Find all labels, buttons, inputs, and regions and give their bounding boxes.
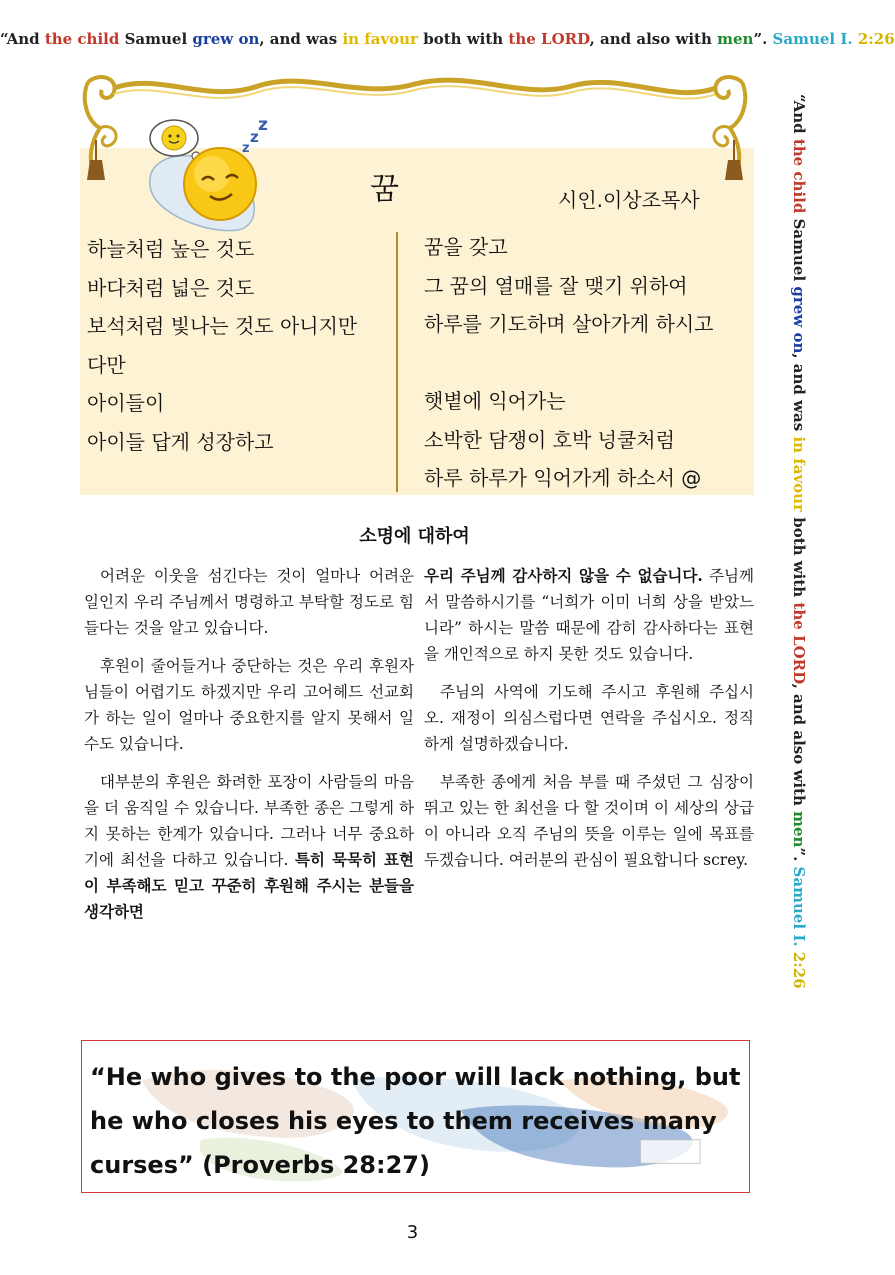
poem-author: 시인.이상조목사 xyxy=(558,188,700,212)
verse-part: the LORD xyxy=(508,30,590,48)
article-emphasis: 우리 주님께 감사하지 않을 수 없습니다. xyxy=(424,566,703,585)
verse-part: ”. xyxy=(753,30,773,48)
article-title xyxy=(0,522,825,548)
article-left-column xyxy=(84,563,414,937)
poem-line: 아이들이 xyxy=(87,391,165,415)
verse-part: “And xyxy=(0,30,45,48)
verse-part: men xyxy=(717,30,754,48)
verse-part: 2:26 xyxy=(857,30,895,48)
poem-line: 소박한 담쟁이 호박 넝쿨처럼 xyxy=(424,427,675,452)
article-paragraph: 주님의 사역에 기도해 주시고 후원해 주십시오. 재정이 의심스럽다면 연락을 주십시오. 정직하게 설명하겠습니다. xyxy=(424,683,754,753)
page-number xyxy=(0,1222,825,1243)
article-emphasis: 특히 묵묵히 표현이 부족해도 믿고 꾸준히 후원해 주시는 분들을 생각하면 xyxy=(84,850,414,921)
svg-text:z: z xyxy=(242,141,250,156)
verse-part: both with xyxy=(790,517,808,603)
poem-left-column xyxy=(87,230,357,461)
poem-divider xyxy=(396,232,398,492)
poem-line: 아이들 답게 성장하고 xyxy=(87,429,274,454)
verse-part: , and also with xyxy=(589,30,718,48)
verse-part: in favour xyxy=(790,436,808,518)
svg-text:z: z xyxy=(258,115,268,135)
poem-line: 하늘처럼 높은 것도 xyxy=(87,237,255,261)
verse-part: in favour xyxy=(342,30,424,48)
poem-line: 꿈을 갖고 xyxy=(424,235,508,259)
verse-part: grew on xyxy=(790,286,808,354)
poem-line: 그 꿈의 열매를 잘 맺기 위하여 xyxy=(424,273,688,298)
verse-part: , and was xyxy=(259,30,343,48)
poem-line: 하루를 기도하며 살아가게 하시고 xyxy=(424,312,714,336)
sleeping-sun-icon xyxy=(140,108,275,238)
verse-part: , and was xyxy=(790,353,808,437)
article-paragraph: 후원이 줄어들거나 중단하는 것은 우리 후원자님들이 어렵기도 하겠지만 우리 고어헤드 선교회가 하는 일이 얼마나 중요한지를 알지 못해서 일 수도 있습니다. xyxy=(84,657,414,753)
verse-part: Samuel xyxy=(790,218,808,287)
article-paragraph: 어려운 이웃을 섬긴다는 것이 얼마나 어려운 일인지 우리 주님께서 명령하고 부탁할 정도로 힘들다는 것을 알고 있습니다. xyxy=(84,567,414,637)
verse-part: grew on xyxy=(192,30,260,48)
article-right-column xyxy=(424,563,754,885)
poem-line: 다만 xyxy=(87,352,126,377)
article-title-text: 소명에 대하여 xyxy=(359,526,470,547)
verse-part: the LORD xyxy=(790,602,808,684)
quote-box xyxy=(81,1040,750,1193)
poem-line: 하루 하루가 익어가게 하소서 @ xyxy=(424,466,702,490)
article-text: 주님께서 말씀하시기를 “너희가 이미 너희 상을 받았느니라” 하시는 말씀 때문에 감히 감사하다는 표현을 개인적으로 하지 못한 것도 있습니다. xyxy=(424,567,754,663)
article-text: 대부분의 후원은 화려한 포장이 사람들의 마음을 더 움직일 수 있습니다. 부족한 종은 그렇게 하지 못하는 한계가 있습니다. 그러나 너무 중요하기에 최선을 다하고 있습니다. xyxy=(84,773,414,869)
poem-title: 꿈 xyxy=(370,172,399,207)
verse-part: the child xyxy=(44,30,125,48)
verse-part: Samuel xyxy=(124,30,193,48)
poem-line: 햇볕에 익어가는 xyxy=(424,389,566,413)
article-paragraph xyxy=(424,563,754,667)
verse-part: , and also with xyxy=(790,683,808,812)
verse-part: “And xyxy=(790,94,808,139)
page-number-text: 3 xyxy=(406,1222,419,1243)
quote-text: “He who gives to the poor will lack nothing, but he who closes his eyes to them receives many curses” (Proverbs 28:27) xyxy=(90,1063,741,1179)
article-paragraph xyxy=(84,769,414,925)
article-paragraph: 부족한 종에게 처음 부를 때 주셨던 그 심장이 뛰고 있는 한 최선을 다 할 것이며 이 세상의 상급이 아니라 오직 주님의 뜻을 이루는 일에 목표를 두겠습니다. 여러분의 관심이 필요합니다 screy. xyxy=(424,773,754,869)
verse-part: Samuel I. xyxy=(772,30,858,48)
verse-part: both with xyxy=(423,30,509,48)
verse-part: the child xyxy=(790,138,808,219)
svg-text:z: z xyxy=(250,128,259,146)
poem-line: 바다처럼 넓은 것도 xyxy=(87,275,255,300)
poem-line: 보석처럼 빛나는 것도 아니지만 xyxy=(87,314,358,338)
poem-right-column xyxy=(424,228,714,498)
header-verse xyxy=(0,30,895,48)
verse-part: ”. xyxy=(790,847,808,867)
verse-part: Samuel I. xyxy=(790,866,808,952)
verse-part: 2:26 xyxy=(790,951,808,989)
verse-part: men xyxy=(790,811,808,848)
poem-line xyxy=(424,344,714,383)
